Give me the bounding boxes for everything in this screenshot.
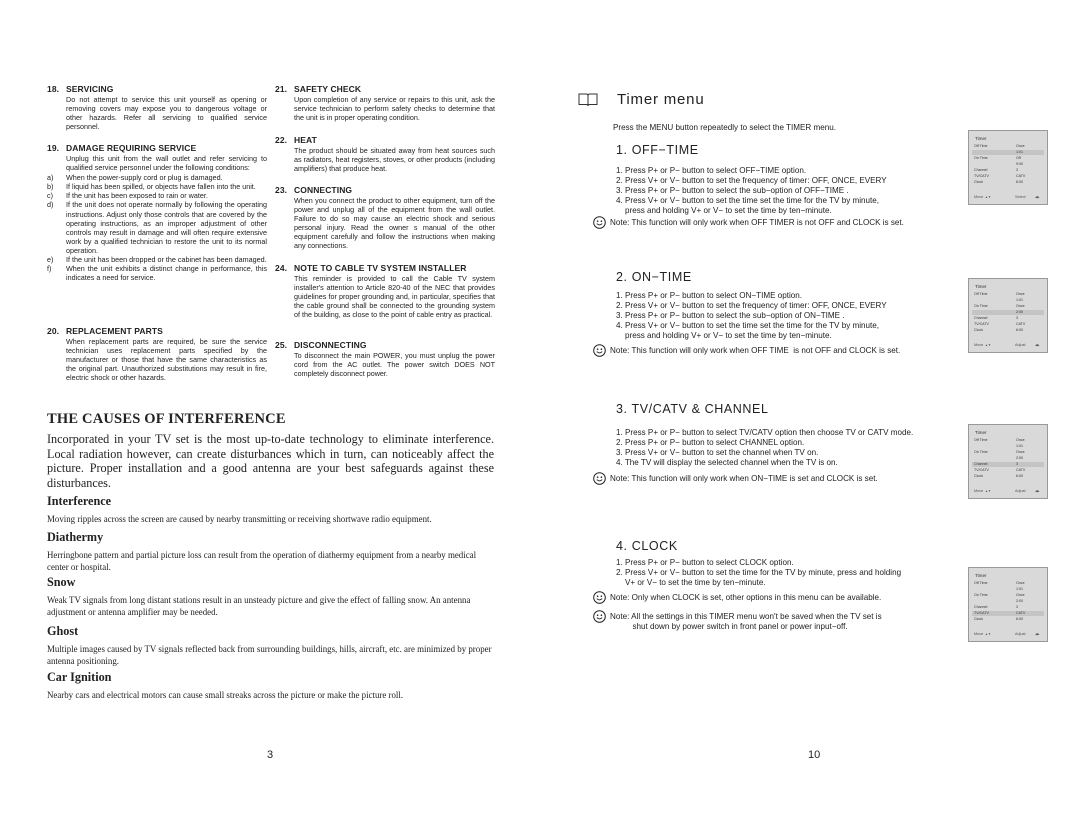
safety-section <box>47 143 267 282</box>
note <box>593 474 878 485</box>
note-text-block <box>610 612 882 632</box>
cause-heading: Ghost <box>47 624 79 638</box>
note-text: Note: This function will only work when OFF TIME is not OFF and CLOCK is set. <box>610 346 901 355</box>
thumbnail-value: 6:00 <box>1016 474 1023 478</box>
thumbnail-value: 1:01 <box>1016 444 1023 448</box>
thumbnail-value: 3 <box>1016 462 1018 466</box>
note <box>593 612 882 632</box>
item-letter: c) <box>47 191 53 201</box>
thumbnail-value: CATV <box>1016 611 1026 615</box>
section-body: Unplug this unit from the wall outlet and refer servicing to qualified service personnel under the following conditions: <box>66 154 267 173</box>
note-text-block <box>610 593 881 603</box>
section-title: NOTE TO CABLE TV SYSTEM INSTALLER <box>294 263 467 273</box>
section-title: REPLACEMENT PARTS <box>66 326 163 336</box>
note-text: Note: All the settings in this TIMER menu won't be saved when the TV set is <box>610 612 882 621</box>
section-title: SAFETY CHECK <box>294 84 362 94</box>
condition-item <box>47 200 267 255</box>
safety-section <box>275 340 495 378</box>
thumbnail-label: Channel <box>974 168 988 172</box>
section-heading <box>275 263 495 273</box>
note-text: Note: This function will only work when OFF TIMER is not OFF and CLOCK is set. <box>610 218 904 227</box>
section-body: This reminder is provided to call the Cable TV system installer's attention to Article 820-40 of the NEC that provides guidelines for proper grounding and, in particular, specifies that the cable ground shall be connected to the grounding system of the building, as close to the point of cable entry as practical. <box>294 274 495 320</box>
thumbnail-title: Timer <box>975 573 987 578</box>
step-text: 3. Press P+ or P− button to select the sub−option of OFF−TIME . <box>616 185 849 195</box>
section-body: When you connect the product to other equipment, turn off the power and unplug all of the equipment from the wall outlet. Failure to do so may cause an electric shock and serious personal injury. Read the owner s manual of the other equipment carefully and follow the instructions when making any connections. <box>294 196 495 251</box>
thumbnail-row <box>972 462 1044 467</box>
section-heading <box>47 326 267 336</box>
item-letter: d) <box>47 200 54 210</box>
thumbnail-action-hint: Adjust <box>1015 343 1026 347</box>
thumbnail-value: 1:01 <box>1016 298 1023 302</box>
section-number: 18. <box>47 84 60 94</box>
safety-section <box>275 135 495 173</box>
smiley-note-icon <box>593 216 606 229</box>
section-number: 20. <box>47 326 60 336</box>
thumbnail-row <box>972 328 1044 333</box>
thumbnail-row <box>972 162 1044 167</box>
step-text: 3. Press V+ or V− button to set the channel when TV on. <box>616 447 819 457</box>
thumbnail-label: Clock <box>974 617 983 621</box>
thumbnail-label: TV/CATV <box>974 322 989 326</box>
move-arrows-icon: ▲▼ <box>985 343 991 347</box>
cause-item <box>47 624 497 667</box>
section-title: HEAT <box>294 135 317 145</box>
thumbnail-title: Timer <box>975 136 987 141</box>
step-text: 1. Press P+ or P− button to select CLOCK option. <box>616 558 794 567</box>
condition-item <box>47 264 267 282</box>
thumbnail-label: Clock <box>974 328 983 332</box>
thumbnail-value: 2:00 <box>1016 456 1023 460</box>
section-body: To disconnect the main POWER, you must unplug the power cord from the AC outlet. The power switch DOES NOT completely disconnect power. <box>294 351 495 379</box>
item-letter: f) <box>47 264 52 274</box>
section-heading: 3. TV/CATV & CHANNEL <box>616 402 769 416</box>
timer-menu-thumbnail <box>968 567 1048 642</box>
move-arrows-icon: ▲▼ <box>985 489 991 493</box>
condition-item <box>47 173 267 182</box>
step-text: V+ or V− to set the time by ten−minute. <box>616 577 766 587</box>
move-arrows-icon: ▲▼ <box>985 632 991 636</box>
section-title: DAMAGE REQUIRING SERVICE <box>66 143 197 153</box>
timer-menu-thumbnail <box>968 130 1048 205</box>
thumbnail-value: 6:00 <box>1016 180 1023 184</box>
section-body: Upon completion of any service or repairs to this unit, ask the service technician to perform safety checks to determine that the unit is in proper operating condition. <box>294 95 495 123</box>
item-letter: e) <box>47 255 54 265</box>
thumbnail-action-hint: Select <box>1015 195 1026 199</box>
thumbnail-label: On Time <box>974 304 988 308</box>
note-text: Note: This function will only work when ON−TIME is set and CLOCK is set. <box>610 474 878 483</box>
cause-item <box>47 575 497 618</box>
item-text: If the unit does not operate normally by following the operating instructions. Adjust only those controls that are covered by the operating instructions, as an improper adjustment of other controls may result in damage and will often require extensive work by a qualified technician to restore the unit to its normal operation. <box>66 200 267 255</box>
item-text: If liquid has been spilled, or objects have fallen into the unit. <box>66 182 256 192</box>
book-icon <box>578 93 598 112</box>
thumbnail-value: 3 <box>1016 168 1018 172</box>
thumbnail-row <box>972 474 1044 479</box>
thumbnail-label: Channel <box>974 462 988 466</box>
move-arrows-icon: ▲▼ <box>985 195 991 199</box>
thumbnail-label: TV/CATV <box>974 468 989 472</box>
section-number: 19. <box>47 143 60 153</box>
step-text: 3. Press P+ or P− button to select the sub−option of ON−TIME . <box>616 310 845 320</box>
page-number-left: 3 <box>267 749 274 761</box>
note-text-block <box>610 474 878 484</box>
thumbnail-value: CATV <box>1016 468 1026 472</box>
causes-intro: Incorporated in your TV set is the most up-to-date technology to eliminate interference. Local radiation however, can create disturbances which in turn, can noticeably affect the picture. Proper installation and a good antenna are your best safeguards against these disturbances. <box>47 432 494 490</box>
note <box>593 593 881 604</box>
thumbnail-value: Off <box>1016 156 1021 160</box>
thumbnail-row <box>972 599 1044 604</box>
thumbnail-value: Once <box>1016 304 1025 308</box>
safety-section <box>275 84 495 122</box>
step-text: 4. Press V+ or V− button to set the time set the time for the TV by minute, <box>616 320 880 330</box>
section-title: CONNECTING <box>294 185 353 195</box>
timer-menu-title: Timer menu <box>617 91 705 108</box>
timer-menu-intro: Press the MENU button repeatedly to select the TIMER menu. <box>613 123 836 132</box>
cause-item <box>47 494 497 526</box>
thumbnail-row <box>972 593 1044 598</box>
smiley-note-icon <box>593 344 606 357</box>
cause-text: Herringbone pattern and partial picture loss can result from the operation of diathermy equipment from a nearby medical center or hospital. <box>47 550 477 572</box>
thumbnail-value: Once <box>1016 438 1025 442</box>
thumbnail-value: 2:00 <box>1016 599 1023 603</box>
cause-item <box>47 670 497 702</box>
thumbnail-value: 6:00 <box>1016 617 1023 621</box>
section-number: 21. <box>275 84 288 94</box>
section-heading <box>275 185 495 195</box>
cause-text: Moving ripples across the screen are caused by nearby transmitting or receiving shortwave radio equipment. <box>47 514 432 524</box>
section-title: SERVICING <box>66 84 114 94</box>
thumbnail-move-hint: Move <box>974 195 984 199</box>
safety-section <box>275 185 495 251</box>
thumbnail-row <box>972 150 1044 155</box>
adjust-arrows-icon: ◀▶ <box>1035 343 1040 347</box>
section-heading <box>275 135 495 145</box>
cause-text: Multiple images caused by TV signals reflected back from surrounding buildings, hills, aircraft, etc. are minimized by proper antenna positioning. <box>47 644 492 666</box>
item-text: When the power-supply cord or plug is damaged. <box>66 173 223 183</box>
thumbnail-label: Clock <box>974 180 983 184</box>
thumbnail-row <box>972 611 1044 616</box>
thumbnail-label: Channel <box>974 316 988 320</box>
step-text: press and holding V+ or V− to set the time by ten−minute. <box>616 205 832 215</box>
section-heading: 2. ON−TIME <box>616 270 692 284</box>
cause-heading: Car Ignition <box>47 670 112 684</box>
thumbnail-value: 1:01 <box>1016 150 1023 154</box>
thumbnail-value: Once <box>1016 593 1025 597</box>
section-heading <box>47 84 267 94</box>
thumbnail-label: Off Time <box>974 292 988 296</box>
step-text: 4. Press V+ or V− button to set the time set the time for the TV by minute, <box>616 195 880 205</box>
thumbnail-value: Once <box>1016 144 1025 148</box>
step-text: 1. Press P+ or P− button to select TV/CATV option then choose TV or CATV mode. <box>616 428 914 437</box>
section-number: 24. <box>275 263 288 273</box>
section-heading: 4. CLOCK <box>616 539 678 553</box>
thumbnail-label: On Time <box>974 156 988 160</box>
thumbnail-row <box>972 180 1044 185</box>
thumbnail-label: Clock <box>974 474 983 478</box>
thumbnail-title: Timer <box>975 430 987 435</box>
thumbnail-move-hint: Move <box>974 632 984 636</box>
section-title: DISCONNECTING <box>294 340 367 350</box>
adjust-arrows-icon: ◀▶ <box>1035 489 1040 493</box>
note <box>593 346 900 357</box>
thumbnail-label: Channel <box>974 605 988 609</box>
thumbnail-value: Once <box>1016 292 1025 296</box>
causes-title: THE CAUSES OF INTERFERENCE <box>47 411 286 427</box>
thumbnail-row <box>972 587 1044 592</box>
item-text: If the unit has been exposed to rain or water. <box>66 191 208 201</box>
thumbnail-label: Off Time <box>974 438 988 442</box>
thumbnail-row <box>972 617 1044 622</box>
thumbnail-row <box>972 156 1044 161</box>
timer-menu-thumbnail <box>968 278 1048 353</box>
thumbnail-value: CATV <box>1016 174 1026 178</box>
thumbnail-value: 6:00 <box>1016 328 1023 332</box>
thumbnail-row <box>972 605 1044 610</box>
cause-heading: Diathermy <box>47 530 104 544</box>
thumbnail-label: Off Time <box>974 581 988 585</box>
thumbnail-row <box>972 468 1044 473</box>
thumbnail-row <box>972 581 1044 586</box>
item-letter: b) <box>47 182 54 192</box>
cause-heading: Snow <box>47 575 76 589</box>
thumbnail-row <box>972 310 1044 315</box>
cause-item <box>47 530 497 573</box>
thumbnail-value: 1:01 <box>1016 587 1023 591</box>
timer-menu-thumbnail <box>968 424 1048 499</box>
safety-section <box>47 326 267 382</box>
cause-text: Nearby cars and electrical motors can cause small streaks across the picture or make the picture roll. <box>47 690 404 700</box>
section-heading <box>275 84 495 94</box>
section-number: 25. <box>275 340 288 350</box>
thumbnail-row <box>972 298 1044 303</box>
section-body: When replacement parts are required, be sure the service technician uses replacement parts specified by the manufacturer or those that have the same characteristics as the original part. Unauthorized substitutions may result in fire, electric shock or other hazards. <box>66 337 267 383</box>
item-text: When the unit exhibits a distinct change in performance, this indicates a need for service. <box>66 264 267 283</box>
page-number-right: 10 <box>808 749 821 761</box>
thumbnail-value: Once <box>1016 450 1025 454</box>
thumbnail-action-hint: Adjust <box>1015 632 1026 636</box>
note-text: shut down by power switch in front panel or power input−off. <box>610 621 848 631</box>
thumbnail-row <box>972 322 1044 327</box>
step-text: 1. Press P+ or P− button to select ON−TIME option. <box>616 291 803 300</box>
note-text-block <box>610 346 900 356</box>
step-text: press and holding V+ or V− to set the time by ten−minute. <box>616 330 832 340</box>
thumbnail-row <box>972 174 1044 179</box>
thumbnail-label: Off Time <box>974 144 988 148</box>
section-heading <box>275 340 495 350</box>
safety-section <box>275 263 495 319</box>
condition-item <box>47 255 267 264</box>
cause-text: Weak TV signals from long distant stations result in an unsteady picture and give the effect of falling snow. An antenna adjustment or antenna amplifier may be needed. <box>47 595 471 617</box>
section-number: 22. <box>275 135 288 145</box>
step-text: 2. Press V+ or V− button to set the frequency of timer: OFF, ONCE, EVERY <box>616 175 887 185</box>
thumbnail-label: On Time <box>974 593 988 597</box>
condition-item <box>47 191 267 200</box>
thumbnail-row <box>972 144 1044 149</box>
thumbnail-move-hint: Move <box>974 343 984 347</box>
section-number: 23. <box>275 185 288 195</box>
condition-list <box>47 173 267 282</box>
section-body: The product should be situated away from heat sources such as radiators, heat registers, stoves, or other products (including amplifiers) that produce heat. <box>294 146 495 174</box>
thumbnail-value: Once <box>1016 581 1025 585</box>
smiley-note-icon <box>593 610 606 623</box>
adjust-arrows-icon: ◀▶ <box>1035 195 1040 199</box>
item-letter: a) <box>47 173 54 183</box>
section-heading <box>47 143 267 153</box>
step-text: 4. The TV will display the selected channel when the TV is on. <box>616 457 838 467</box>
thumbnail-label: On Time <box>974 450 988 454</box>
thumbnail-value: 3 <box>1016 605 1018 609</box>
thumbnail-action-hint: Adjust <box>1015 489 1026 493</box>
thumbnail-row <box>972 316 1044 321</box>
item-text: If the unit has been dropped or the cabinet has been damaged. <box>66 255 267 265</box>
thumbnail-label: TV/CATV <box>974 611 989 615</box>
thumbnail-value: 3 <box>1016 316 1018 320</box>
safety-section <box>47 84 267 131</box>
step-text: 2. Press P+ or P− button to select CHANNEL option. <box>616 437 805 447</box>
smiley-note-icon <box>593 591 606 604</box>
section-body: Do not attempt to service this unit yourself as opening or removing covers may expose you to dangerous voltage or other hazards. Refer all servicing to qualified service personnel. <box>66 95 267 132</box>
thumbnail-value: CATV <box>1016 322 1026 326</box>
step-text: 1. Press P+ or P− button to select OFF−TIME option. <box>616 166 807 175</box>
note-text: Note: Only when CLOCK is set, other options in this menu can be available. <box>610 593 882 602</box>
thumbnail-row <box>972 168 1044 173</box>
condition-item <box>47 182 267 191</box>
thumbnail-move-hint: Move <box>974 489 984 493</box>
thumbnail-row <box>972 304 1044 309</box>
thumbnail-value: 9:00 <box>1016 162 1023 166</box>
step-text: 2. Press V+ or V− button to set the time for the TV by minute, press and holding <box>616 567 902 577</box>
note-text-block <box>610 218 904 228</box>
cause-heading: Interference <box>47 494 112 508</box>
thumbnail-row <box>972 444 1044 449</box>
thumbnail-row <box>972 438 1044 443</box>
thumbnail-row <box>972 292 1044 297</box>
thumbnail-row <box>972 456 1044 461</box>
note <box>593 218 904 229</box>
adjust-arrows-icon: ◀▶ <box>1035 632 1040 636</box>
step-text: 2. Press V+ or V− button to set the frequency of timer: OFF, ONCE, EVERY <box>616 300 887 310</box>
thumbnail-row <box>972 450 1044 455</box>
thumbnail-label: TV/CATV <box>974 174 989 178</box>
section-heading: 1. OFF−TIME <box>616 143 699 157</box>
thumbnail-value: 2:00 <box>1016 310 1023 314</box>
smiley-note-icon <box>593 472 606 485</box>
thumbnail-title: Timer <box>975 284 987 289</box>
